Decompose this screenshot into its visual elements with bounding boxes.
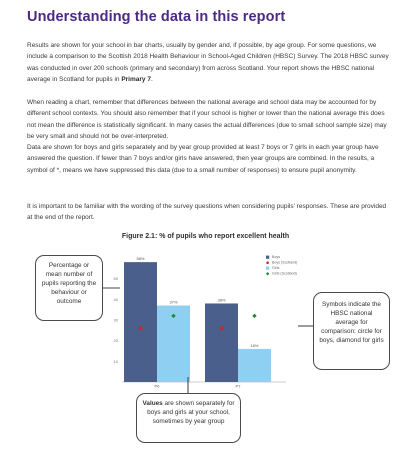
intro-text-end: . <box>150 75 153 83</box>
bar-boys-p7 <box>205 303 238 382</box>
y-tick-label: 40 <box>113 296 118 302</box>
boys-national-marker <box>139 326 143 330</box>
legend-swatch <box>266 267 269 270</box>
data-display-paragraph: Data are shown for boys and girls separately and by year group provided at least 7 boys or 7 girls in each year group have answered the question. If fewer than 7 boys and/or girls have answered, then year groups are combined. In the results, a symbol of *, means we have suppressed this data (due to a small number of responses) to ensure pupil anonymity. <box>27 144 379 174</box>
callout-percentage: Percentage or mean number of pupils reporting the behaviour or outcome <box>35 255 103 321</box>
intro-bold-year: Primary 7 <box>121 75 151 83</box>
x-tick-label: P6 <box>154 383 160 389</box>
page-title: Understanding the data in this report <box>27 9 286 25</box>
bar-girls-p7 <box>238 349 271 382</box>
bar-value-label: 16% <box>250 342 259 348</box>
reading-chart-paragraph: When reading a chart, remember that differences between the national average and school data may be accounted for by different school contexts. You should also remember that if your school is higher or lower than the national average this does not mean the difference is statistically significant. In many cases the actual differences (due to small school sample size) may be very small and should not be over-interpreted. <box>27 99 387 140</box>
bar-value-label: 37% <box>169 299 178 305</box>
wording-paragraph: It is important to be familiar with the wording of the survey questions when considering pupils' responses. These are provided at the end of the report. <box>27 203 387 222</box>
legend-swatch <box>266 256 269 259</box>
legend-label: Boys <box>272 255 280 259</box>
bar-value-label: 38% <box>217 297 226 303</box>
intro-text: Results are shown for your school in bar charts, usually by gender and, if possible, by age group. For some questions, we include a comparison to the Scottish 2018 Health Behaviour in School-Aged Children (HBSC) Survey. The 2018 HBSC survey was conducted in over 200 schools (primary and secondary) from across Scotland. Your report shows the HBSC national average in Scotland for pupils in <box>27 42 389 83</box>
legend-label: Boys (Scotland) <box>272 260 298 265</box>
y-tick-label: 50 <box>113 276 118 282</box>
legend-diamond-marker <box>266 272 269 275</box>
y-tick-label: 20 <box>113 338 118 344</box>
boys-national-marker <box>220 326 224 330</box>
figure-caption: Figure 2.1: % of pupils who report excellent health <box>121 233 290 240</box>
callout-symbols: Symbols indicate the HBSC national average for comparison: circle for boys, diamond for girls <box>313 292 390 370</box>
bar-value-label: 58% <box>136 256 145 262</box>
legend-label: Girls <box>272 266 280 270</box>
legend-circle-marker <box>266 261 269 264</box>
y-tick-label: 30 <box>113 317 118 323</box>
y-tick-label: 10 <box>113 358 118 364</box>
callout-values-bold: Values <box>142 400 163 407</box>
girls-national-marker <box>252 314 256 318</box>
bar-boys-p6 <box>124 262 157 382</box>
callout-values-text: are shown separately for boys and girls at your school, sometimes by year group <box>147 400 235 425</box>
x-tick-label: P7 <box>235 383 241 389</box>
legend-label: Girls (Scotland) <box>272 271 297 276</box>
callout-values <box>136 393 241 443</box>
